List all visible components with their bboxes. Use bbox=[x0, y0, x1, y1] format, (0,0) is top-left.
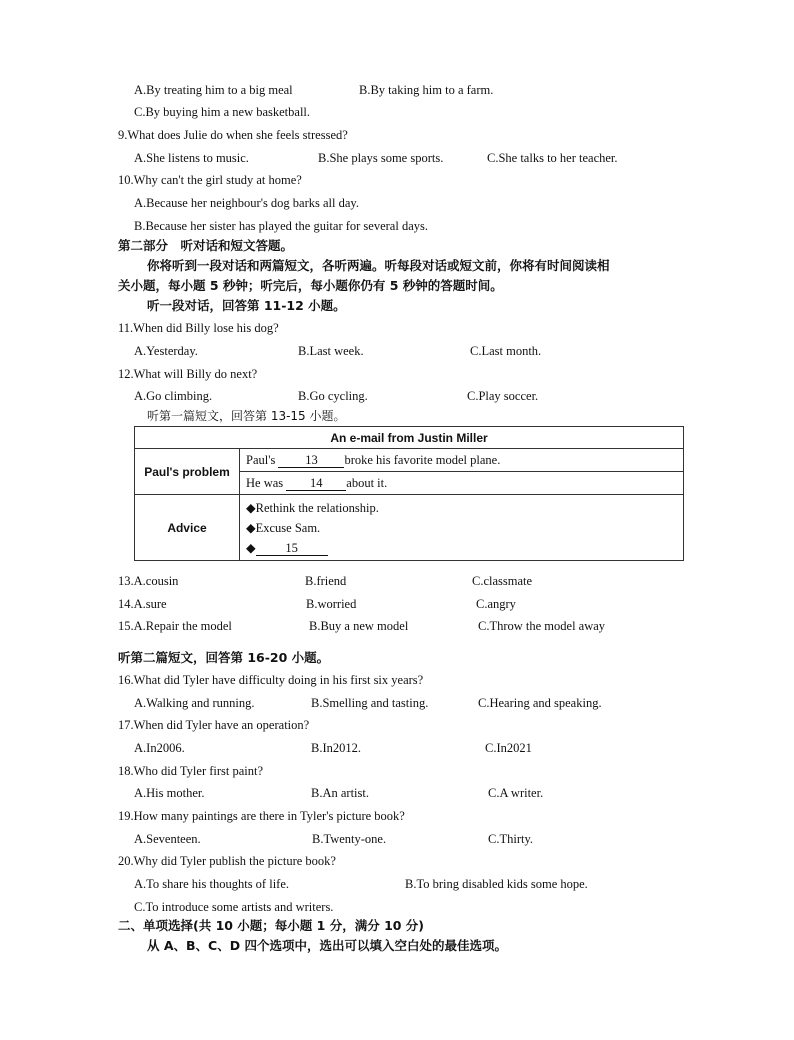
q12-option-a: A.Go climbing. bbox=[134, 389, 213, 403]
q12-option-b: B.Go cycling. bbox=[298, 389, 368, 403]
advice-label: Advice bbox=[135, 495, 240, 561]
q20-option-b: B.To bring disabled kids some hope. bbox=[405, 877, 588, 891]
q18-option-b: B.An artist. bbox=[311, 786, 369, 800]
paul-problem-label: Paul's problem bbox=[135, 449, 240, 495]
q15-option-a: 15.A.Repair the model bbox=[118, 619, 232, 633]
q10-question: 10.Why can't the girl study at home? bbox=[118, 173, 302, 187]
q11-option-b: B.Last week. bbox=[298, 344, 364, 358]
q15-option-c: C.Throw the model away bbox=[478, 619, 606, 633]
problem-line-2 bbox=[240, 472, 683, 494]
q20-question: 20.Why did Tyler publish the picture book? bbox=[118, 854, 336, 868]
q16-question: 16.What did Tyler have difficulty doing in his first six years? bbox=[118, 673, 424, 687]
q17-question: 17.When did Tyler have an operation? bbox=[118, 718, 310, 732]
problem-line-2-pre: He was bbox=[246, 476, 284, 490]
advice-cell bbox=[240, 495, 684, 561]
q13-option-b: B.friend bbox=[305, 574, 347, 588]
dialog-intro: 听一段对话，回答第 11-12 小题。 bbox=[147, 298, 346, 313]
q8-option-a: A.By treating him to a big meal bbox=[134, 83, 293, 97]
blank-14: 14 bbox=[286, 476, 346, 491]
q13-option-c: C.classmate bbox=[472, 574, 533, 588]
blank-15: 15 bbox=[256, 541, 328, 556]
advice-item-3 bbox=[246, 538, 677, 558]
q14-option-b: B.worried bbox=[306, 597, 357, 611]
advice-bullet: ◆ bbox=[246, 541, 256, 555]
q18-option-c: C.A writer. bbox=[488, 786, 544, 800]
q18-question: 18.Who did Tyler first paint? bbox=[118, 764, 264, 778]
q14-option-a: 14.A.sure bbox=[118, 597, 167, 611]
q15-option-b: B.Buy a new model bbox=[309, 619, 409, 633]
paul-problem-cell bbox=[240, 449, 684, 495]
section2-instruction: 从 A、B、C、D 四个选项中，选出可以填入空白处的最佳选项。 bbox=[147, 938, 507, 953]
advice-item-1: ◆Rethink the relationship. bbox=[246, 501, 379, 515]
problem-line-1-pre: Paul's bbox=[246, 453, 276, 467]
advice-item-2: ◆Excuse Sam. bbox=[246, 521, 321, 535]
q16-option-b: B.Smelling and tasting. bbox=[311, 696, 429, 710]
q19-option-a: A.Seventeen. bbox=[134, 832, 201, 846]
q9-option-b: B.She plays some sports. bbox=[318, 151, 444, 165]
q18-option-a: A.His mother. bbox=[134, 786, 205, 800]
q16-option-a: A.Walking and running. bbox=[134, 696, 255, 710]
q20-option-a: A.To share his thoughts of life. bbox=[134, 877, 290, 891]
q17-option-c: C.In2021 bbox=[485, 741, 532, 755]
problem-line-1 bbox=[240, 449, 683, 472]
q12-option-c: C.Play soccer. bbox=[467, 389, 539, 403]
q12-question: 12.What will Billy do next? bbox=[118, 367, 258, 381]
q17-option-b: B.In2012. bbox=[311, 741, 361, 755]
q10-option-a: A.Because her neighbour's dog barks all day. bbox=[134, 196, 359, 210]
q13-option-a: 13.A.cousin bbox=[118, 574, 179, 588]
q9-option-c: C.She talks to her teacher. bbox=[487, 151, 618, 165]
passage2-intro: 听第二篇短文，回答第 16-20 小题。 bbox=[118, 650, 330, 665]
q19-option-b: B.Twenty-one. bbox=[312, 832, 387, 846]
q9-option-a: A.She listens to music. bbox=[134, 151, 249, 165]
part2-instruction-line2: 关小题，每小题 5 秒钟；听完后，每小题你仍有 5 秒钟的答题时间。 bbox=[118, 278, 503, 293]
q8-option-c: C.By buying him a new basketball. bbox=[134, 105, 311, 119]
q19-question: 19.How many paintings are there in Tyler's picture book? bbox=[118, 809, 405, 823]
q16-option-c: C.Hearing and speaking. bbox=[478, 696, 602, 710]
part2-title: 第二部分 听对话和短文答题。 bbox=[118, 238, 294, 253]
q20-option-c: C.To introduce some artists and writers. bbox=[134, 900, 334, 914]
q10-option-b: B.Because her sister has played the guitar for several days. bbox=[134, 219, 428, 233]
table-title: An e-mail from Justin Miller bbox=[135, 427, 684, 449]
section2-title: 二、单项选择(共 10 小题；每小题 1 分，满分 10 分) bbox=[118, 918, 425, 933]
part2-instruction-line1: 你将听到一段对话和两篇短文，各听两遍。听每段对话或短文前，你将有时间阅读相 bbox=[147, 258, 610, 273]
q19-option-c: C.Thirty. bbox=[488, 832, 534, 846]
q11-option-c: C.Last month. bbox=[470, 344, 542, 358]
q11-option-a: A.Yesterday. bbox=[134, 344, 198, 358]
problem-line-2-post: about it. bbox=[346, 476, 388, 490]
q8-option-b: B.By taking him to a farm. bbox=[359, 83, 494, 97]
blank-13: 13 bbox=[278, 453, 344, 468]
email-table bbox=[134, 426, 684, 561]
q9-question: 9.What does Julie do when she feels stressed? bbox=[118, 128, 348, 142]
q11-question: 11.When did Billy lose his dog? bbox=[118, 321, 279, 335]
problem-line-1-post: broke his favorite model plane. bbox=[344, 453, 501, 467]
q17-option-a: A.In2006. bbox=[134, 741, 185, 755]
passage1-intro: 听第一篇短文，回答第 13-15 小题。 bbox=[147, 409, 346, 423]
q14-option-c: C.angry bbox=[476, 597, 516, 611]
